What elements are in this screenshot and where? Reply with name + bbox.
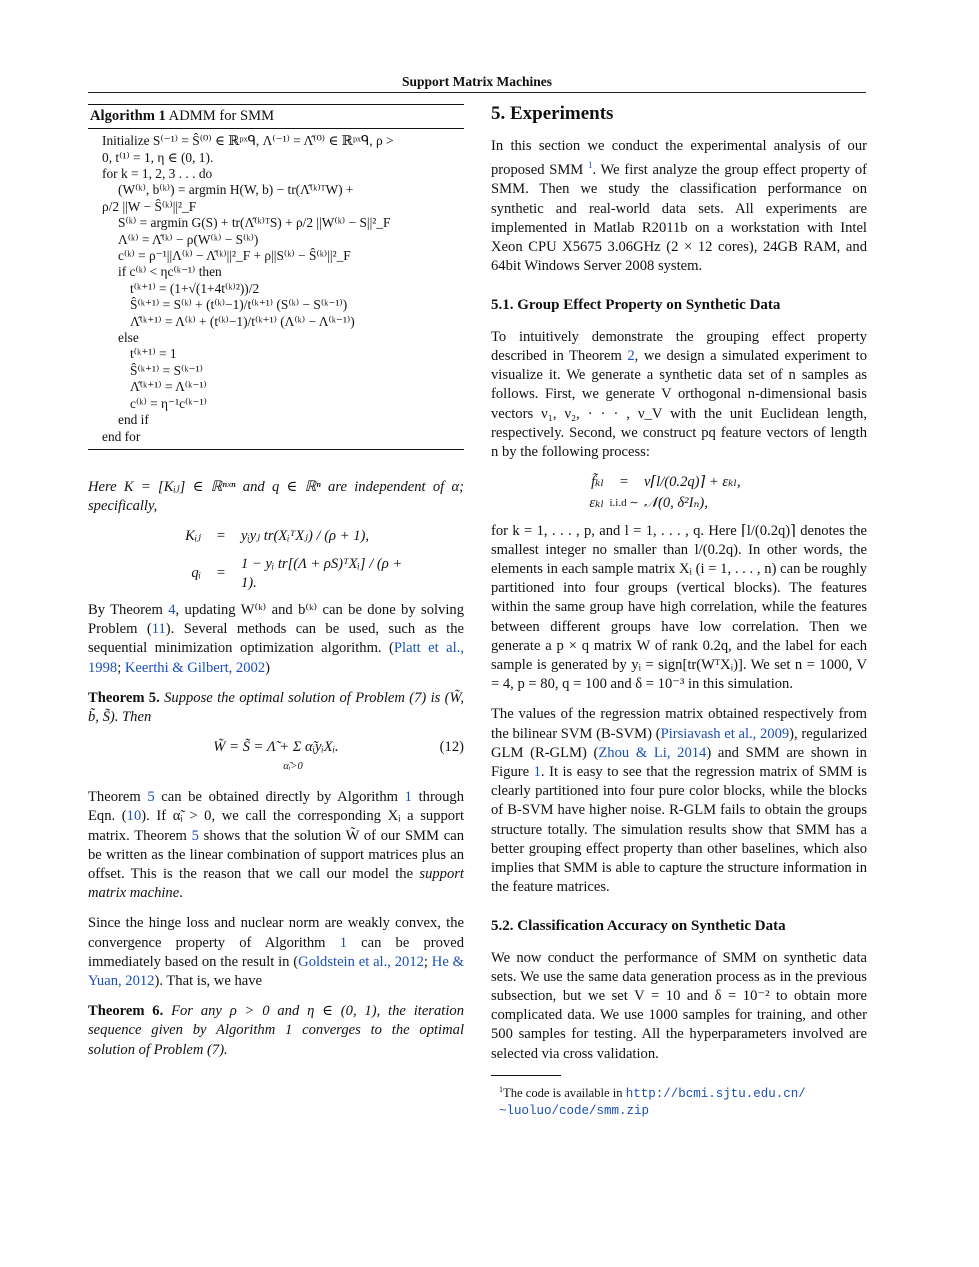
algorithm-line: S⁽ᵏ⁾ = argmin G(S) + tr(Λ̂⁽ᵏ⁾ᵀS) + ρ/2 ||W⁽ᵏ⁾ − S||²_F bbox=[118, 215, 391, 231]
eq-f-rhs: ν⌈l/(0.2q)⌉ + εₖₗ, bbox=[644, 474, 741, 491]
eq-12-body: W̃ = S̃ = Λ̃ + Σ α̃ᵢyᵢXᵢ. bbox=[213, 739, 339, 756]
cite-zhou-li[interactable]: Zhou & Li, 2014 bbox=[598, 744, 707, 761]
footnote-url-cont[interactable]: ~luoluo/code/smm.zip bbox=[499, 1103, 650, 1118]
theorem-6 bbox=[88, 1002, 464, 1060]
eq-q-rhs: 1 − yᵢ tr[(Λ + ρS)ᵀXᵢ] / (ρ + 1). bbox=[241, 555, 403, 591]
algorithm-line: end if bbox=[118, 412, 149, 428]
eq-12-sum-sub: α̃ᵢ>0 bbox=[283, 761, 303, 773]
text: ) bbox=[265, 659, 270, 676]
eq-e-rhs: 𝒩(0, δ²Iₙ), bbox=[644, 495, 708, 512]
emphasis: support matrix machine bbox=[88, 865, 464, 902]
eq-12-number: (12) bbox=[439, 739, 464, 756]
algorithm-line: 0, t⁽¹⁾ = 1, η ∈ (0, 1). bbox=[102, 149, 214, 165]
cite-keerthi[interactable]: Keerthi & Gilbert, 2002 bbox=[124, 659, 266, 676]
text: ; bbox=[423, 953, 432, 970]
eq-q-rel: = bbox=[216, 565, 226, 582]
text: shows that the solution W̃ of our SMM can be written as the linear combination of support matrices plus an offset. This is the reason that we call our model the bbox=[88, 827, 465, 882]
section-5-1-heading: 5.1. Group Effect Property on Synthetic Data bbox=[491, 297, 781, 314]
paragraph-5-1-cont: for k = 1, . . . , p, and l = 1, . . . , q. Here ⌈l/(0.2q)⌉ denotes the smallest integer no smaller than l/(0.2q). In other words, the elements in each sample matrix Xᵢ (i = 1, . . . , n) can be roughly partitioned into four groups (vertical blocks). The features within the same group have high correlation, while the features between different groups have low correlation. Then we generate a p × q matrix W of rank 0.2q, and the label for each sample is generated by yᵢ = sign[tr(WᵀXᵢ)]. We set n = 1000, V = 4, p = 80, q = 100 and δ = 10⁻³ in this simulation. bbox=[491, 522, 867, 693]
paragraph-hinge bbox=[88, 914, 464, 991]
algorithm-line: Λ⁽ᵏ⁾ = Λ̂⁽ᵏ⁾ − ρ(W⁽ᵏ⁾ − S⁽ᵏ⁾) bbox=[118, 231, 259, 247]
algorithm-title bbox=[88, 105, 464, 129]
theorem-5-label: Theorem 5. bbox=[88, 689, 160, 706]
algorithm-line: Ŝ⁽ᵏ⁺¹⁾ = S⁽ᵏ⁾ + (t⁽ᵏ⁾−1)/t⁽ᵏ⁺¹⁾ (S⁽ᵏ⁾ − S⁽ᵏ⁻¹⁾) bbox=[130, 297, 348, 313]
algorithm-line: Ŝ⁽ᵏ⁺¹⁾ = S⁽ᵏ⁻¹⁾ bbox=[130, 362, 203, 378]
algorithm-line: ρ/2 ||W − Ŝ⁽ᵏ⁾||²_F bbox=[102, 198, 197, 214]
right-column bbox=[491, 104, 867, 1119]
cite-platt[interactable]: Platt et al., 1998 bbox=[88, 640, 464, 676]
text: can be proved immediately based on the result in ( bbox=[88, 934, 464, 970]
eq-e-rel: i.i.d ∼ bbox=[609, 497, 639, 510]
algorithm-name: ADMM for SMM bbox=[168, 108, 275, 124]
text: Theorem bbox=[88, 789, 148, 806]
text: can be obtained directly by Algorithm bbox=[154, 789, 405, 806]
theorem-6-label: Theorem 6. bbox=[88, 1003, 164, 1020]
algorithm-line: Initialize S⁽⁻¹⁾ = Ŝ⁽⁰⁾ ∈ ℝᵖˣᑫ, Λ⁽⁻¹⁾ = Λ̂⁽⁰⁾ ∈ ℝᵖˣᑫ, ρ > bbox=[102, 133, 394, 149]
algorithm-label: Algorithm 1 bbox=[90, 108, 166, 124]
theorem-5-text: Suppose the optimal solution of Problem (7) is (W̃, b̃, S̃). Then bbox=[88, 689, 464, 725]
algorithm-line: else bbox=[118, 330, 139, 346]
theorem-6-text: For any ρ > 0 and η ∈ (0, 1), the iteration sequence given by Algorithm 1 converges to the optimal solution of Problem (7). bbox=[88, 1003, 464, 1058]
paragraph-regression bbox=[491, 705, 867, 897]
ref-theorem-2[interactable]: 2 bbox=[627, 347, 635, 364]
paragraph-theorem5-proof bbox=[88, 788, 464, 903]
text: , we design a simulated experiment to visualize it. We generate a synthetic data set of n samples as follows. First, we generate V orthogonal n-dimensional basis vectors ν₁, ν₂, · · · , ν_V with the unit Euclidean length, respectively. Second, we construct pq feature vectors of length n by the following process: bbox=[491, 347, 867, 460]
algorithm-line: c⁽ᵏ⁾ = η⁻¹c⁽ᵏ⁻¹⁾ bbox=[130, 395, 207, 411]
cite-he-yuan[interactable]: He & Yuan, 2012 bbox=[88, 953, 464, 989]
algorithm-line: Λ̂⁽ᵏ⁺¹⁾ = Λ⁽ᵏ⁾ + (t⁽ᵏ⁾−1)/t⁽ᵏ⁺¹⁾ (Λ⁽ᵏ⁾ − Λ⁽ᵏ⁻¹⁾) bbox=[130, 313, 355, 329]
text: ; bbox=[117, 659, 125, 676]
text: ), regularized GLM (R-GLM) ( bbox=[491, 725, 867, 761]
text: The values of the regression matrix obtained respectively from the bilinear SVM (B-SVM) ( bbox=[491, 706, 867, 742]
eq-q-lhs: qᵢ bbox=[191, 565, 201, 582]
ref-eqn-10[interactable]: 10 bbox=[126, 808, 142, 825]
text: through Eqn. ( bbox=[88, 789, 464, 825]
section-5-2-heading: 5.2. Classification Accuracy on Synthetic Data bbox=[491, 918, 786, 935]
text: To intuitively demonstrate the grouping effect property described in Theorem bbox=[491, 328, 867, 364]
algorithm-line: end for bbox=[102, 428, 141, 444]
paragraph-theorem4 bbox=[88, 601, 464, 678]
equation-k bbox=[88, 527, 464, 546]
eq-f-lhs: f̃ₖₗ bbox=[591, 474, 604, 491]
theorem-5 bbox=[88, 689, 464, 727]
footnote-text: The code is available in bbox=[503, 1085, 626, 1100]
equation-12 bbox=[88, 738, 464, 774]
algorithm-body bbox=[88, 129, 464, 449]
text: . bbox=[179, 885, 183, 902]
footnote-1 bbox=[491, 1082, 867, 1119]
algorithm-line: Λ̂⁽ᵏ⁺¹⁾ = Λ⁽ᵏ⁻¹⁾ bbox=[130, 379, 207, 395]
ref-algorithm-1b[interactable]: 1 bbox=[339, 934, 347, 951]
equation-q bbox=[88, 555, 464, 593]
algorithm-box bbox=[88, 104, 464, 450]
eq-k-lhs: Kᵢⱼ bbox=[185, 528, 201, 545]
text: By Theorem bbox=[88, 601, 169, 618]
paragraph-intro bbox=[491, 137, 867, 276]
text: , updating W⁽ᵏ⁾ and b⁽ᵏ⁾ can be done by solving Problem ( bbox=[88, 601, 464, 638]
eq-k-rel: = bbox=[216, 528, 226, 545]
footnote-mark: 1 bbox=[499, 1084, 503, 1094]
running-head: Support Matrix Machines bbox=[402, 74, 552, 89]
eq-k-rhs: yᵢyⱼ tr(XᵢᵀXⱼ) / (ρ + 1), bbox=[241, 528, 370, 545]
text: ). If α̃ᵢ > 0, we call the corresponding Xᵢ a support matrix. Theorem bbox=[88, 808, 464, 844]
footnote-ref-1[interactable]: 1 bbox=[587, 160, 593, 171]
text: . It is easy to see that the regression matrix of SMM is clearly partitioned into four pure color blocks, while the blocks of B-SVM have higher noise. R-GLM fails to obtain the groups structure totally. The simulation results show that SMM has a better grouping effect property than other baselines, which also implies that SMM is able to capture the structure information in the feature matrices. bbox=[491, 763, 867, 896]
footnote-url[interactable]: http://bcmi.sjtu.edu.cn/ bbox=[625, 1086, 806, 1101]
equation-eps bbox=[491, 494, 867, 513]
eq-e-lhs: εₖₗ bbox=[589, 495, 604, 512]
equation-f bbox=[491, 473, 867, 492]
eq-f-rel: = bbox=[619, 474, 629, 491]
ref-problem-11[interactable]: 11 bbox=[151, 621, 166, 638]
header-rule bbox=[88, 92, 866, 93]
paragraph-here: Here K = [Kᵢⱼ] ∈ ℝⁿˣⁿ and q ∈ ℝⁿ are independent of α; specifically, bbox=[88, 478, 464, 515]
algorithm-line: c⁽ᵏ⁾ = ρ⁻¹||Λ⁽ᵏ⁾ − Λ̂⁽ᵏ⁾||²_F + ρ||S⁽ᵏ⁾ − Ŝ⁽ᵏ⁾||²_F bbox=[118, 248, 351, 264]
text: In this section we conduct the experimental analysis of our proposed SMM bbox=[491, 138, 867, 179]
ref-algorithm-1[interactable]: 1 bbox=[404, 789, 412, 806]
left-column bbox=[88, 104, 464, 1071]
ref-figure-1[interactable]: 1 bbox=[533, 763, 541, 780]
algorithm-line: t⁽ᵏ⁺¹⁾ = 1 bbox=[130, 346, 177, 362]
footnote-rule bbox=[491, 1075, 561, 1076]
algorithm-line: (W⁽ᵏ⁾, b⁽ᵏ⁾) = argmin H(W, b) − tr(Λ̂⁽ᵏ⁾ᵀW) + bbox=[118, 182, 354, 198]
cite-goldstein[interactable]: Goldstein et al., 2012 bbox=[298, 953, 424, 970]
paragraph-5-2: We now conduct the performance of SMM on synthetic data sets. We use the same data generation process as in the previous subsection, but we set V = 10 and δ = 10⁻² to obtain more complicated data. We use 1000 samples for training, and other 500 samples for testing. All the hyperparameters involved are selected via cross validation. bbox=[491, 949, 867, 1062]
algorithm-line: t⁽ᵏ⁺¹⁾ = (1+√(1+4t⁽ᵏ⁾²))/2 bbox=[130, 280, 260, 296]
algorithm-line: if c⁽ᵏ⁾ < ηc⁽ᵏ⁻¹⁾ then bbox=[118, 264, 222, 280]
text: ). That is, we have bbox=[154, 972, 263, 989]
text: . We first analyze the group effect property of SMM. Then we study the classification performance on synthetic and real-world data sets. All experiments are implemented in Matlab R2011b on a workstation with Intel Xeon CPU X5675 3.06GHz (2 × 12 cores), 24GB RAM, and 64bit Windows Server 2008 system. bbox=[491, 162, 867, 275]
text: ). Several methods can be used, such as the sequential minimization optimization algorithm. ( bbox=[88, 621, 464, 657]
algorithm-line: for k = 1, 2, 3 . . . do bbox=[102, 166, 213, 182]
ref-theorem-5[interactable]: 5 bbox=[147, 789, 155, 806]
ref-theorem-4[interactable]: 4 bbox=[168, 601, 176, 618]
paragraph-5-1 bbox=[491, 328, 867, 462]
cite-pirsiavash[interactable]: Pirsiavash et al., 2009 bbox=[660, 725, 790, 742]
section-5-heading: 5. Experiments bbox=[491, 103, 614, 124]
text: Since the hinge loss and nuclear norm are weakly convex, the convergence property of Algorithm bbox=[88, 915, 464, 951]
ref-theorem-5b[interactable]: 5 bbox=[191, 827, 199, 844]
text: ) and SMM are shown in Figure bbox=[491, 744, 867, 780]
